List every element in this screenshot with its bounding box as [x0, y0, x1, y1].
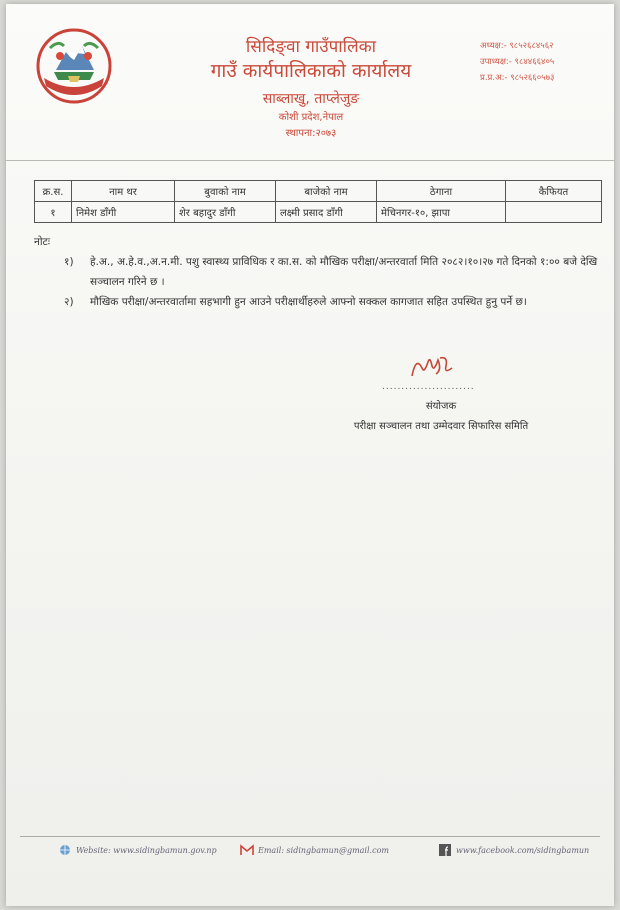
candidate-table [34, 180, 602, 223]
cell-remarks [506, 202, 602, 223]
globe-icon [58, 844, 72, 856]
column-header-name: नाम थर [72, 181, 175, 202]
cell-grandfather: लक्ष्मी प्रसाद डाँगी [276, 202, 377, 223]
office-name: गाउँ कार्यपालिकाको कार्यालय [210, 60, 412, 82]
website-text: Website: www.sidingbamun.gov.np [76, 846, 217, 855]
mail-icon [240, 844, 254, 856]
cell-serial: १ [35, 202, 72, 223]
establishment-date: स्थापना:२०७३ [285, 128, 337, 139]
cell-father: शेर बहादुर डाँगी [175, 202, 276, 223]
contact-chairperson: अध्यक्ष:- ९८५२६८४५६२ [480, 41, 554, 51]
column-header-serial: क्र.स. [35, 181, 72, 202]
note-item [34, 292, 604, 312]
office-location: साब्लाखु, ताप्लेजुङ [262, 91, 360, 107]
table-row [35, 202, 602, 223]
letterhead-title-block [166, 36, 456, 142]
signatory-title: संयोजक [425, 401, 457, 412]
signature-line: ........................ [382, 382, 475, 392]
footer-divider [20, 836, 600, 837]
note-text: मौखिक परीक्षा/अन्तरवार्तामा सहभागी हुन आउने परीक्षार्थीहरुले आफ्नो सक्कल कागजात सहित उपस्थित हुनु पर्ने छ। [90, 296, 527, 308]
column-header-grandfather: बाजेको नाम [276, 181, 377, 202]
header-divider [6, 160, 614, 161]
cell-name: निमेश डाँगी [72, 202, 175, 223]
nepal-emblem-icon [30, 26, 118, 110]
column-header-remarks: कैफियत [506, 181, 602, 202]
note-item [34, 252, 604, 292]
handwritten-signature [406, 348, 456, 384]
notes-label: नोटः [34, 236, 50, 248]
cell-address: मेचिनगर-१०, झापा [377, 202, 506, 223]
email-text: Email: sidingbamun@gmail.com [258, 846, 389, 855]
letter-sheet [6, 4, 614, 906]
municipality-name: सिदिङ्वा गाउँपालिका [245, 37, 377, 57]
facebook-icon [438, 844, 452, 856]
contact-cao: प्र.प्र.अ:- ९८५२६६०५७३ [480, 73, 555, 83]
note-number: २) [64, 296, 74, 308]
note-text: हे.अ., अ.हे.व.,अ.न.मी. पशु स्वास्थ्य प्राविधिक र का.स. को मौखिक परीक्षा/अन्तरवार्ता मिति २०८२।१०।२७ गते दिनको १:०० बजे देखि सञ्चालन गरिने छ । [90, 256, 598, 288]
table-header-row [35, 181, 602, 202]
contact-numbers [480, 38, 610, 86]
province-name: कोशी प्रदेश,नेपाल [278, 112, 344, 123]
committee-name: परीक्षा सञ्चालन तथा उम्मेदवार सिफारिस समिति [353, 421, 529, 432]
notes-section [34, 232, 604, 312]
letter-footer [6, 842, 614, 864]
facebook-text: www.facebook.com/sidingbamun [456, 846, 590, 855]
contact-vice-chairperson: उपाध्यक्ष:- ९८४४६६४०५ [480, 57, 555, 67]
column-header-father: बुवाको नाम [175, 181, 276, 202]
note-number: १) [64, 256, 74, 268]
column-header-address: ठेगाना [377, 181, 506, 202]
